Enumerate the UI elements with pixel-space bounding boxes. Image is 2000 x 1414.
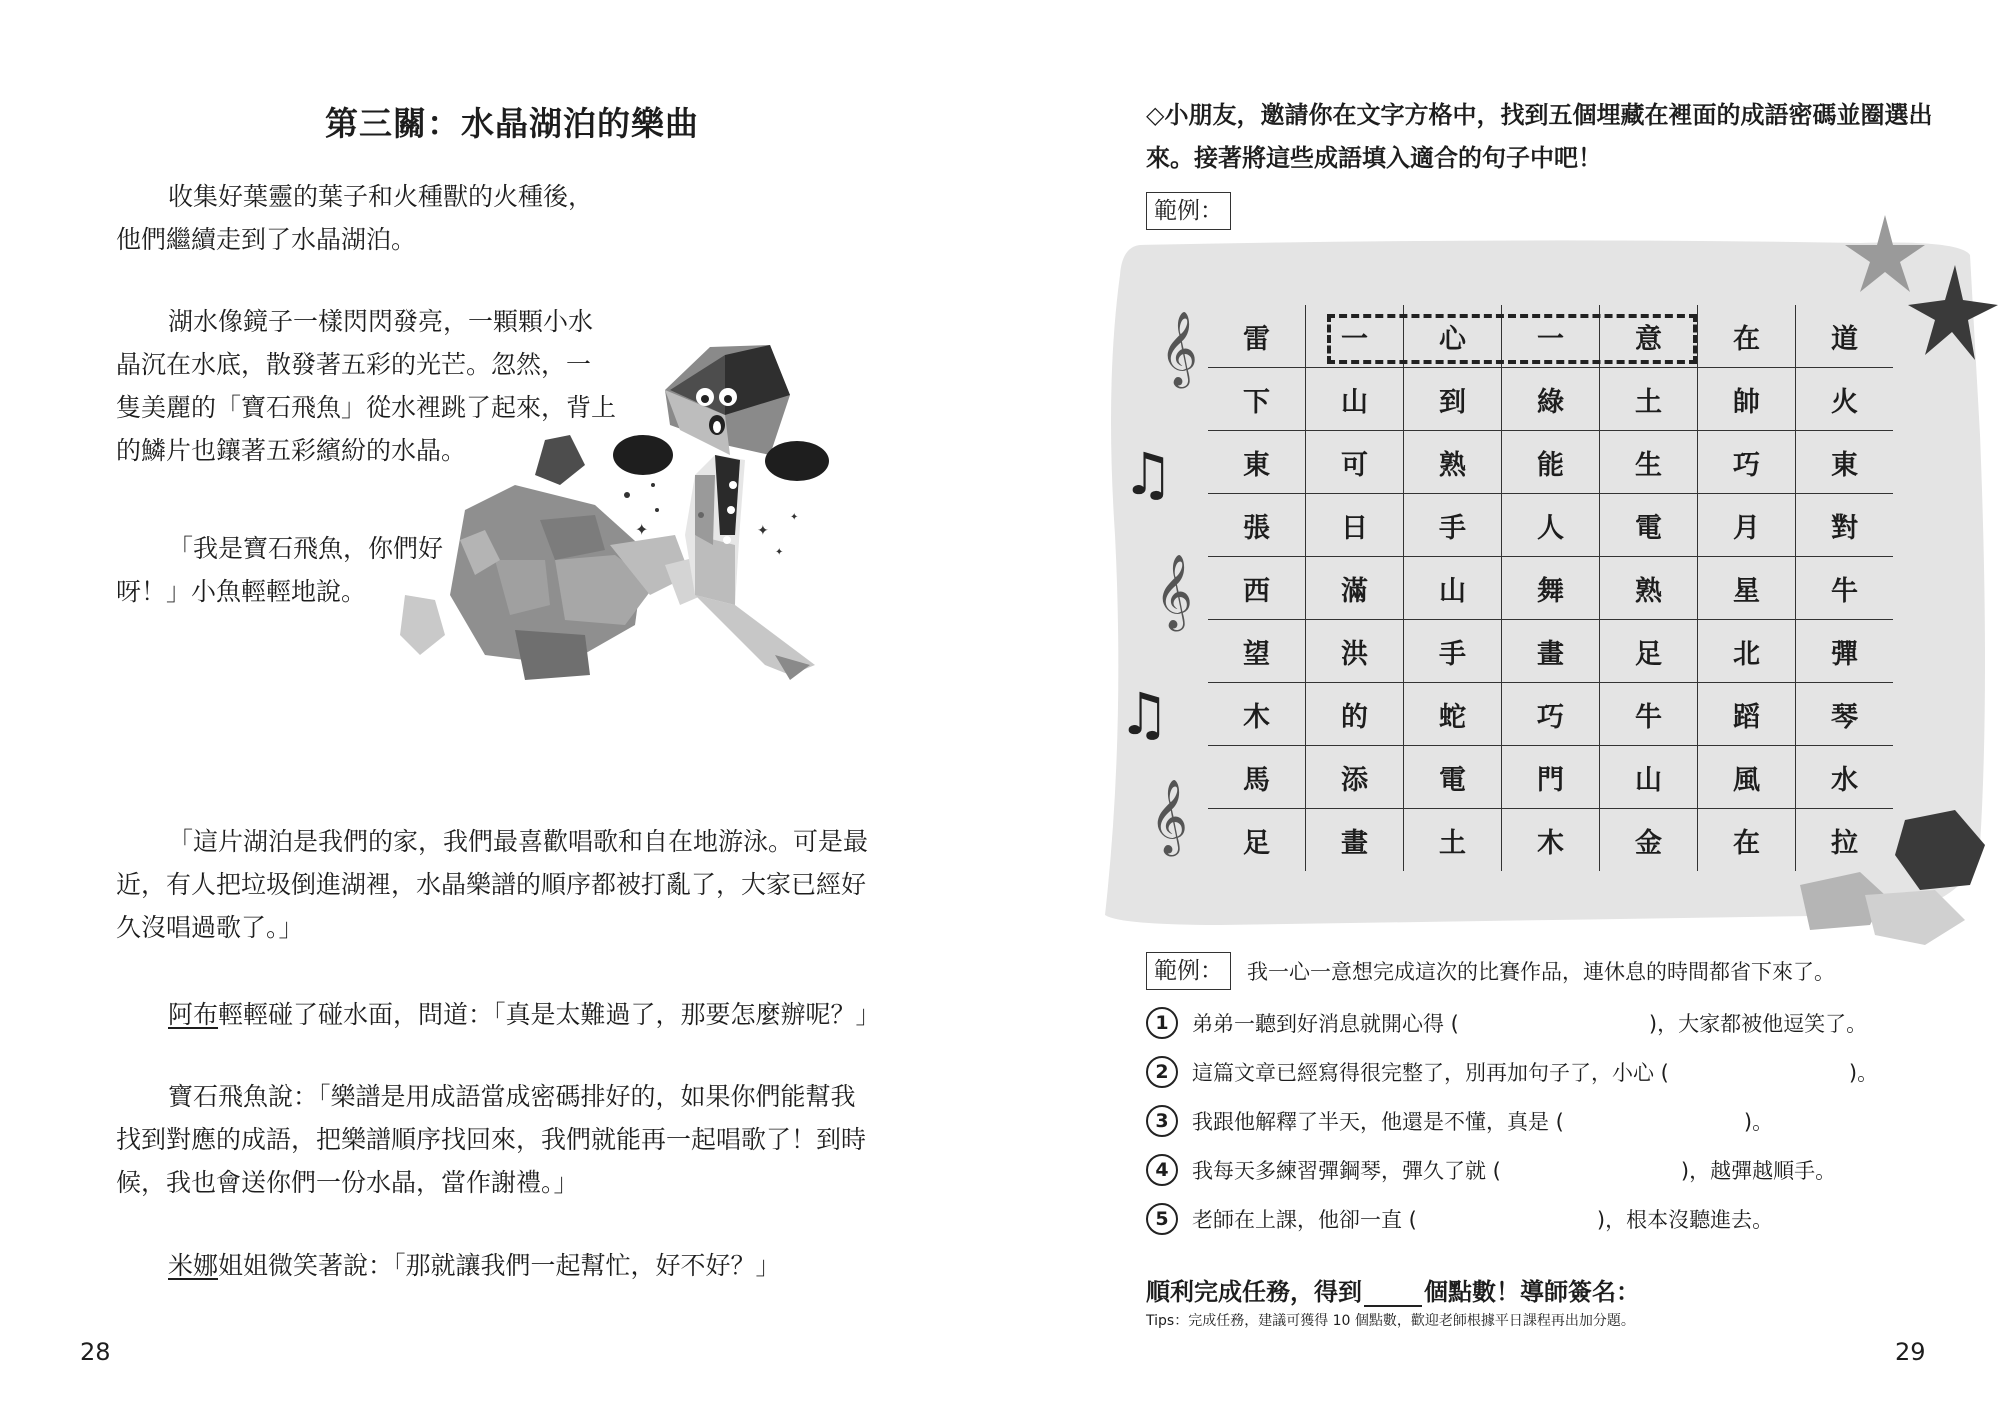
grid-row [1208,431,1893,494]
paragraph-3 [116,527,443,613]
grid-row [1208,620,1893,683]
character-name: 米娜 [168,1251,219,1280]
grid-cell[interactable]: 彈 [1796,620,1894,683]
completion-text: 順利完成任務，得到 [1146,1278,1362,1306]
sentence-text: )，越彈越順手。 [1680,1158,1837,1183]
svg-text:✦: ✦ [790,512,799,523]
grid-cell[interactable]: 東 [1208,431,1306,494]
grid-cell[interactable]: 西 [1208,557,1306,620]
grid-cell[interactable]: 一 [1306,305,1404,368]
grid-cell[interactable]: 熟 [1600,557,1698,620]
grid-cell[interactable]: 山 [1404,557,1502,620]
text-line: 找到對應的成語，把樂譜順序找回來，我們就能再一起唱歌了！到時 [116,1125,867,1154]
grid-cell[interactable]: 巧 [1502,683,1600,746]
grid-cell[interactable]: 在 [1698,305,1796,368]
sentence-text: 老師在上課，他卻一直 ( [1192,1207,1417,1232]
grid-cell[interactable]: 火 [1796,368,1894,431]
grid-cell[interactable]: 在 [1698,809,1796,872]
grid-cell[interactable]: 土 [1404,809,1502,872]
grid-cell[interactable]: 到 [1404,368,1502,431]
sentence-text: 弟弟一聽到好消息就開心得 ( [1192,1011,1459,1036]
sentence-text: )。 [1743,1109,1774,1134]
grid-cell[interactable]: 水 [1796,746,1894,809]
grid-cell[interactable]: 舞 [1502,557,1600,620]
rock-pile [400,435,715,680]
music-notes-icon: ♫ [1122,440,1174,508]
example-sentence: 我一心一意想完成這次的比賽作品，連休息的時間都省下來了。 [1247,960,1835,984]
gem-fish-illustration [395,335,895,775]
grid-cell[interactable]: 木 [1208,683,1306,746]
character-name: 阿布 [168,1000,219,1029]
grid-cell[interactable]: 生 [1600,431,1698,494]
sentence-text: 我跟他解釋了半天，他還是不懂，真是 ( [1192,1109,1564,1134]
grid-cell[interactable]: 蛇 [1404,683,1502,746]
svg-text:✦: ✦ [635,520,649,539]
grid-cell[interactable]: 馬 [1208,746,1306,809]
example-label: 範例： [1146,192,1231,230]
grid-cell[interactable]: 意 [1600,305,1698,368]
grid-cell[interactable]: 添 [1306,746,1404,809]
sentence-text: )，大家都被他逗笑了。 [1648,1011,1868,1036]
sentence-text: )。 [1848,1060,1879,1085]
sentence-text: )，根本沒聽進去。 [1596,1207,1774,1232]
number-circle: 1 [1146,1007,1178,1039]
grid-cell[interactable]: 風 [1698,746,1796,809]
text-line: 候，我也會送你們一份水晶，當作謝禮。」 [116,1168,579,1197]
sentence-text: 我每天多練習彈鋼琴，彈久了就 ( [1192,1158,1501,1183]
text-line: 收集好葉靈的葉子和火種獸的火種後， [168,182,594,211]
tips-text: Tips：完成任務，建議可獲得 10 個點數，歡迎老師根據平日課程再出加分題。 [1146,1313,1635,1329]
grid-cell[interactable]: 足 [1208,809,1306,872]
music-notes-icon: ♫ [1118,680,1170,748]
grid-cell[interactable]: 手 [1404,494,1502,557]
sentence-1 [1146,998,1878,1047]
grid-cell[interactable]: 望 [1208,620,1306,683]
page-number: 29 [1895,1338,1926,1366]
example-label: 範例： [1146,952,1231,990]
grid-cell[interactable]: 日 [1306,494,1404,557]
text-line: 晶沉在水底，散發著五彩的光芒。忽然，一 [116,350,592,379]
grid-cell[interactable]: 電 [1404,746,1502,809]
grid-cell[interactable]: 手 [1404,620,1502,683]
grid-cell[interactable]: 山 [1306,368,1404,431]
points-blank[interactable] [1364,1283,1422,1307]
text-line: 他們繼續走到了水晶湖泊。 [116,225,417,254]
grid-row [1208,368,1893,431]
grid-cell[interactable]: 洪 [1306,620,1404,683]
treble-clef-icon: 𝄞 [1160,312,1198,386]
instruction-text: ◇小朋友，邀請你在文字方格中，找到五個埋藏在裡面的成語密碼並圈選出來。接著將這些成語填入適合的句子中吧！ [1146,101,1933,172]
sentence-3 [1146,1096,1878,1145]
example-label-box [1146,192,1231,230]
sentence-4 [1146,1145,1878,1194]
text-line: 呀！」小魚輕輕地說。 [116,577,367,606]
text-line: 姐姐微笑著說：「那就讓我們一起幫忙，好不好？」 [218,1251,781,1280]
right-page [1000,0,2000,1414]
grid-row [1208,557,1893,620]
grid-cell[interactable]: 的 [1306,683,1404,746]
grid-cell[interactable]: 綠 [1502,368,1600,431]
grid-cell[interactable]: 雷 [1208,305,1306,368]
sentence-2 [1146,1047,1878,1096]
grid-cell[interactable]: 電 [1600,494,1698,557]
grid-cell[interactable]: 星 [1698,557,1796,620]
grid-cell[interactable]: 木 [1502,809,1600,872]
grid-cell[interactable]: 門 [1502,746,1600,809]
grid-row [1208,746,1893,809]
grid-row [1208,683,1893,746]
grid-cell[interactable]: 人 [1502,494,1600,557]
text-line: 的鱗片也鑲著五彩繽紛的水晶。 [116,436,467,465]
grid-cell[interactable]: 能 [1502,431,1600,494]
sentence-5 [1146,1194,1878,1243]
paragraph-6 [116,1075,866,1204]
text-line: 輕輕碰了碰水面，問道：「真是太難過了，那要怎麼辦呢？」 [218,1000,881,1029]
paragraph-4 [116,820,868,949]
completion-line [1146,1272,1640,1307]
text-line: 近，有人把垃圾倒進湖裡，水晶樂譜的順序都被打亂了，大家已經好 [116,870,867,899]
grid-cell[interactable]: 山 [1600,746,1698,809]
text-line: 「這片湖泊是我們的家，我們最喜歡唱歌和自在地游泳。可是最 [168,827,869,856]
grid-cell[interactable]: 巧 [1698,431,1796,494]
grid-cell[interactable]: 牛 [1600,683,1698,746]
grid-cell[interactable]: 心 [1404,305,1502,368]
grid-cell[interactable]: 帥 [1698,368,1796,431]
grid-row [1208,494,1893,557]
text-line: 隻美麗的「寶石飛魚」從水裡跳了起來，背上 [116,393,617,422]
completion-text: 個點數！導師簽名： [1424,1278,1640,1306]
chapter-title: 第三關：水晶湖泊的樂曲 [325,104,699,143]
paragraph-7 [116,1244,781,1287]
text-line: 「我是寶石飛魚，你們好 [168,534,444,563]
grid-cell[interactable]: 牛 [1796,557,1894,620]
grid-cell[interactable]: 金 [1600,809,1698,872]
grid-cell[interactable]: 可 [1306,431,1404,494]
grid-cell[interactable]: 拉 [1831,827,1858,859]
example-idiom-highlight [1327,314,1697,364]
grid-cell[interactable]: 東 [1796,431,1894,494]
grid-cell[interactable]: 琴 [1796,683,1894,746]
grid-cell[interactable]: 畫 [1306,809,1404,872]
treble-clef-icon: 𝄞 [1150,780,1188,854]
grid-cell[interactable]: 北 [1698,620,1796,683]
number-circle: 4 [1146,1154,1178,1186]
text-line: 湖水像鏡子一樣閃閃發亮，一顆顆小水 [168,307,594,336]
grid-cell[interactable]: 土 [1600,368,1698,431]
number-circle: 2 [1146,1056,1178,1088]
text-line: 久沒唱過歌了。」 [116,913,304,942]
grid-cell[interactable]: 下 [1208,368,1306,431]
grid-cell[interactable]: 一 [1502,305,1600,368]
svg-text:✦: ✦ [775,547,784,558]
grid-cell[interactable]: 張 [1208,494,1306,557]
sentence-text: 這篇文章已經寫得很完整了，別再加句子了，小心 ( [1192,1060,1669,1085]
grid-cell[interactable]: 蹈 [1698,683,1796,746]
text-line: 寶石飛魚說：「樂譜是用成語當成密碼排好的，如果你們能幫我 [168,1082,856,1111]
word-search-grid [1208,305,1893,871]
paragraph-5 [116,993,881,1036]
number-circle: 5 [1146,1203,1178,1235]
svg-text:✦: ✦ [757,523,769,539]
grid-cell[interactable]: 足 [1600,620,1698,683]
grid-cell[interactable]: 畫 [1502,620,1600,683]
grid-cell[interactable]: 月 [1698,494,1796,557]
example-row [1146,952,1835,990]
grid-cell[interactable]: 對 [1796,494,1894,557]
grid-cell[interactable]: 熟 [1404,431,1502,494]
grid-cell[interactable]: 道 [1796,305,1894,368]
rock-decoration [1790,810,1990,950]
fill-in-sentences [1146,998,1878,1243]
treble-clef-icon: 𝄞 [1155,555,1193,629]
number-circle: 3 [1146,1105,1178,1137]
page-number: 28 [80,1338,111,1366]
grid-cell[interactable]: 滿 [1306,557,1404,620]
paragraph-1 [116,175,593,261]
